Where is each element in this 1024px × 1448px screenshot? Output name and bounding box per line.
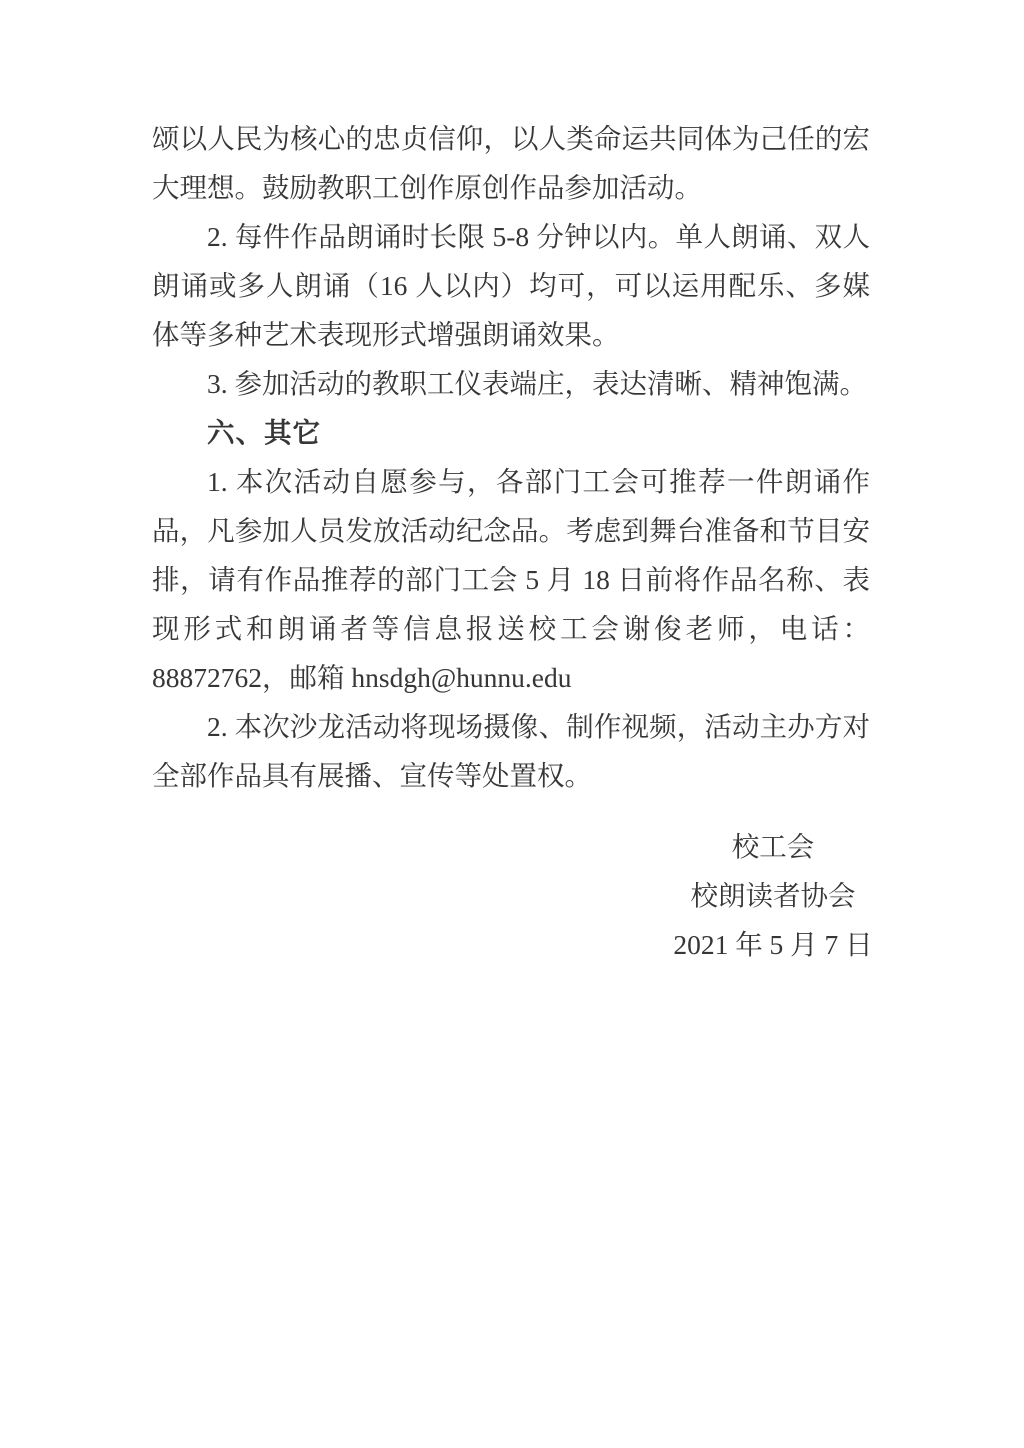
paragraph-other-1: 1. 本次活动自愿参与，各部门工会可推荐一件朗诵作品，凡参加人员发放活动纪念品。考虑到舞台准备和节目安排，请有作品推荐的部门工会 5 月 18 日前将作品名称、表现形式和朗诵者等信息报送校工会谢俊老师，电话：88872762，邮箱 hnsdgh@hunnu.edu <box>152 466 870 693</box>
paragraph-other-2: 2. 本次沙龙活动将现场摄像、制作视频，活动主办方对全部作品具有展播、宣传等处置权。 <box>152 711 870 791</box>
section-heading-other: 六、其它 <box>207 417 321 448</box>
signature-date: 2021 年 5 月 7 日 <box>673 929 873 960</box>
signature-block <box>607 822 939 969</box>
paragraph-continuation: 颂以人民为核心的忠贞信仰，以人类命运共同体为己任的宏大理想。鼓励教职工创作原创作品参加活动。 <box>152 123 870 203</box>
paragraph-requirement-3: 3. 参加活动的教职工仪表端庄，表达清晰、精神饱满。 <box>207 368 867 399</box>
signature-org-readers-association: 校朗读者协会 <box>690 880 856 911</box>
paragraph-requirement-2: 2. 每件作品朗诵时长限 5-8 分钟以内。单人朗诵、双人朗诵或多人朗诵（16 人以内）均可，可以运用配乐、多媒体等多种艺术表现形式增强朗诵效果。 <box>152 221 870 350</box>
document-body <box>152 114 873 969</box>
signature-org-union: 校工会 <box>731 831 815 862</box>
